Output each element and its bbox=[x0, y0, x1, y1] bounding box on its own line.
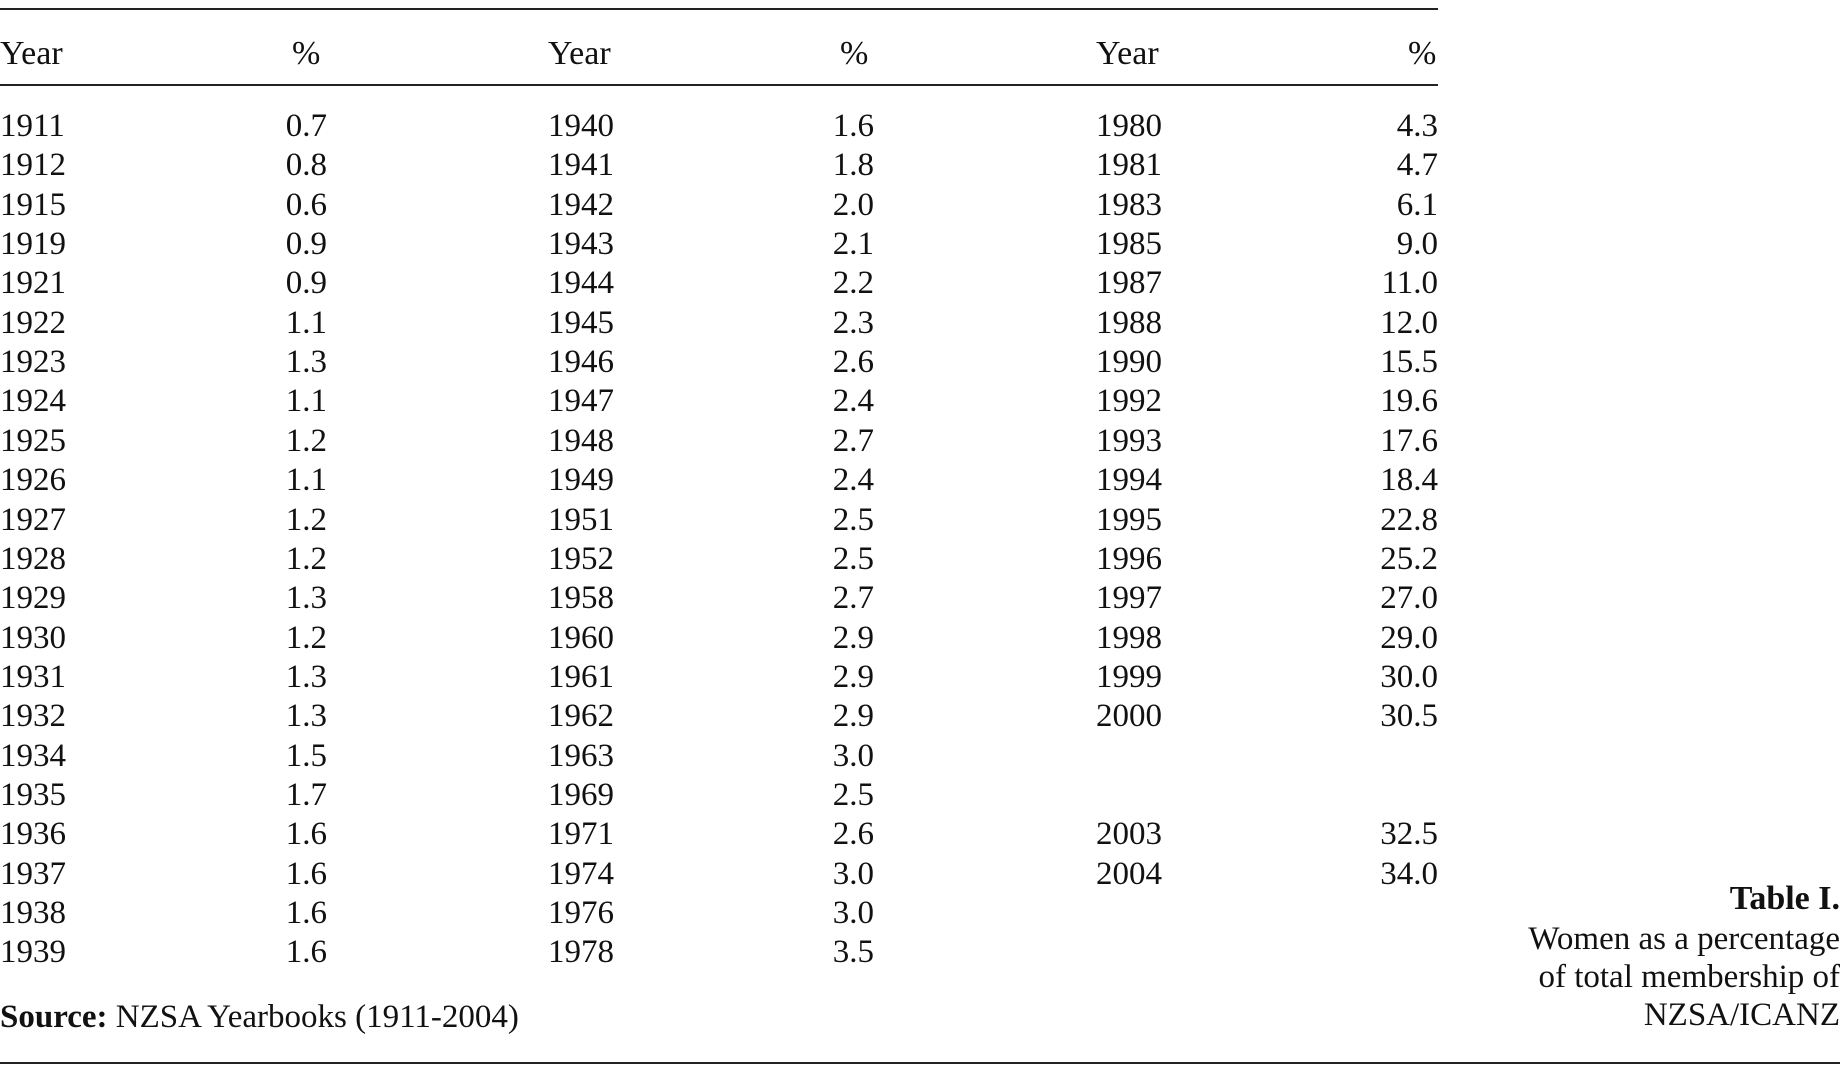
percent-cell: 2.9 bbox=[832, 659, 874, 695]
year-cell: 1946 bbox=[548, 344, 614, 380]
percent-cell: 11.0 bbox=[1381, 265, 1438, 301]
percent-cell: 2.1 bbox=[832, 226, 874, 262]
year-cell: 1922 bbox=[0, 305, 66, 341]
percent-cell: 6.1 bbox=[1396, 187, 1438, 223]
year-cell: 1939 bbox=[0, 934, 66, 970]
year-cell: 1923 bbox=[0, 344, 66, 380]
percent-cell: 1.2 bbox=[285, 502, 327, 538]
percent-cell: 1.6 bbox=[285, 895, 327, 931]
year-cell: 1921 bbox=[0, 265, 66, 301]
year-cell: 1915 bbox=[0, 187, 66, 223]
year-cell: 1962 bbox=[548, 698, 614, 734]
year-cell: 1940 bbox=[548, 108, 614, 144]
year-cell: 1942 bbox=[548, 187, 614, 223]
year-cell: 1941 bbox=[548, 147, 614, 183]
column-header-year: Year bbox=[1096, 35, 1159, 72]
percent-cell: 1.1 bbox=[285, 383, 327, 419]
year-cell: 1928 bbox=[0, 541, 66, 577]
source-label: Source: bbox=[0, 999, 108, 1035]
year-cell: 1958 bbox=[548, 580, 614, 616]
year-cell: 1987 bbox=[1096, 265, 1162, 301]
percent-cell: 30.5 bbox=[1380, 698, 1438, 734]
percent-cell: 1.1 bbox=[285, 462, 327, 498]
percent-cell: 3.0 bbox=[832, 856, 874, 892]
year-cell: 1995 bbox=[1096, 502, 1162, 538]
percent-cell: 25.2 bbox=[1380, 541, 1438, 577]
column-header-percent: % bbox=[1408, 35, 1437, 72]
percent-cell: 12.0 bbox=[1380, 305, 1438, 341]
year-cell: 1936 bbox=[0, 816, 66, 852]
percent-cell: 0.8 bbox=[285, 147, 327, 183]
percent-cell: 2.2 bbox=[832, 265, 874, 301]
percent-cell: 9.0 bbox=[1396, 226, 1438, 262]
percent-cell: 1.1 bbox=[285, 305, 327, 341]
year-cell: 1985 bbox=[1096, 226, 1162, 262]
percent-cell: 27.0 bbox=[1380, 580, 1438, 616]
year-cell: 1931 bbox=[0, 659, 66, 695]
year-cell: 1925 bbox=[0, 423, 66, 459]
percent-cell: 3.0 bbox=[832, 738, 874, 774]
year-cell: 1997 bbox=[1096, 580, 1162, 616]
year-cell: 1998 bbox=[1096, 620, 1162, 656]
year-cell: 1935 bbox=[0, 777, 66, 813]
year-cell: 1952 bbox=[548, 541, 614, 577]
table-top-rule bbox=[0, 8, 1438, 10]
percent-cell: 19.6 bbox=[1380, 383, 1438, 419]
year-cell: 1988 bbox=[1096, 305, 1162, 341]
column-header-year: Year bbox=[0, 35, 63, 72]
percent-cell: 1.6 bbox=[832, 108, 874, 144]
year-cell: 1951 bbox=[548, 502, 614, 538]
year-cell: 1993 bbox=[1096, 423, 1162, 459]
column-header-percent: % bbox=[840, 35, 869, 72]
percent-cell: 1.2 bbox=[285, 541, 327, 577]
year-cell: 1992 bbox=[1096, 383, 1162, 419]
table-caption bbox=[1440, 880, 1840, 1034]
year-cell: 1944 bbox=[548, 265, 614, 301]
percent-cell: 2.6 bbox=[832, 816, 874, 852]
column-header-year: Year bbox=[548, 35, 611, 72]
year-cell: 1943 bbox=[548, 226, 614, 262]
year-cell: 1937 bbox=[0, 856, 66, 892]
percent-cell: 0.7 bbox=[285, 108, 327, 144]
source-text: NZSA Yearbooks (1911-2004) bbox=[107, 999, 519, 1035]
percent-cell: 1.3 bbox=[285, 344, 327, 380]
percent-cell: 1.6 bbox=[285, 934, 327, 970]
percent-cell: 2.0 bbox=[832, 187, 874, 223]
percent-cell: 1.2 bbox=[285, 423, 327, 459]
year-cell: 1919 bbox=[0, 226, 66, 262]
percent-cell: 1.3 bbox=[285, 580, 327, 616]
year-cell: 1945 bbox=[548, 305, 614, 341]
year-cell: 1996 bbox=[1096, 541, 1162, 577]
year-cell: 1932 bbox=[0, 698, 66, 734]
caption-line: Women as a percentage bbox=[1528, 921, 1840, 957]
percent-cell: 1.2 bbox=[285, 620, 327, 656]
percent-cell: 1.8 bbox=[832, 147, 874, 183]
year-cell: 1960 bbox=[548, 620, 614, 656]
year-cell: 1927 bbox=[0, 502, 66, 538]
percent-cell: 34.0 bbox=[1380, 856, 1438, 892]
year-cell: 1963 bbox=[548, 738, 614, 774]
year-cell: 1961 bbox=[548, 659, 614, 695]
year-cell: 1978 bbox=[548, 934, 614, 970]
year-cell: 1934 bbox=[0, 738, 66, 774]
percent-cell: 2.9 bbox=[832, 698, 874, 734]
table-bottom-rule bbox=[0, 1062, 1840, 1064]
year-cell: 1983 bbox=[1096, 187, 1162, 223]
percent-cell: 1.7 bbox=[285, 777, 327, 813]
percent-cell: 1.6 bbox=[285, 856, 327, 892]
percent-cell: 29.0 bbox=[1380, 620, 1438, 656]
year-cell: 1912 bbox=[0, 147, 66, 183]
year-cell: 1930 bbox=[0, 620, 66, 656]
year-cell: 1924 bbox=[0, 383, 66, 419]
percent-cell: 0.9 bbox=[285, 265, 327, 301]
percent-cell: 0.6 bbox=[285, 187, 327, 223]
percent-cell: 1.6 bbox=[285, 816, 327, 852]
year-cell: 1969 bbox=[548, 777, 614, 813]
year-cell: 1994 bbox=[1096, 462, 1162, 498]
percent-cell: 2.5 bbox=[832, 502, 874, 538]
header-bottom-rule bbox=[0, 84, 1438, 86]
year-cell: 2004 bbox=[1096, 856, 1162, 892]
percent-cell: 2.5 bbox=[832, 541, 874, 577]
caption-line: of total membership of bbox=[1538, 959, 1840, 995]
percent-cell: 30.0 bbox=[1380, 659, 1438, 695]
percent-cell: 4.7 bbox=[1396, 147, 1438, 183]
caption-title: Table I. bbox=[1729, 880, 1840, 917]
percent-cell: 2.6 bbox=[832, 344, 874, 380]
year-cell: 1938 bbox=[0, 895, 66, 931]
year-cell: 1911 bbox=[0, 108, 65, 144]
year-cell: 1976 bbox=[548, 895, 614, 931]
year-cell: 1999 bbox=[1096, 659, 1162, 695]
percent-cell: 2.5 bbox=[832, 777, 874, 813]
percent-cell: 18.4 bbox=[1380, 462, 1438, 498]
year-cell: 1980 bbox=[1096, 108, 1162, 144]
year-cell: 1926 bbox=[0, 462, 66, 498]
year-cell: 2003 bbox=[1096, 816, 1162, 852]
percent-cell: 22.8 bbox=[1380, 502, 1438, 538]
percent-cell: 1.3 bbox=[285, 698, 327, 734]
percent-cell: 15.5 bbox=[1380, 344, 1438, 380]
year-cell: 2000 bbox=[1096, 698, 1162, 734]
percent-cell: 3.5 bbox=[832, 934, 874, 970]
year-cell: 1981 bbox=[1096, 147, 1162, 183]
year-cell: 1990 bbox=[1096, 344, 1162, 380]
percent-cell: 2.3 bbox=[832, 305, 874, 341]
percent-cell: 2.7 bbox=[832, 580, 874, 616]
percent-cell: 2.7 bbox=[832, 423, 874, 459]
year-cell: 1947 bbox=[548, 383, 614, 419]
year-cell: 1949 bbox=[548, 462, 614, 498]
caption-line: NZSA/ICANZ bbox=[1643, 997, 1840, 1033]
percent-cell: 1.5 bbox=[285, 738, 327, 774]
percent-cell: 32.5 bbox=[1380, 816, 1438, 852]
year-cell: 1948 bbox=[548, 423, 614, 459]
percent-cell: 1.3 bbox=[285, 659, 327, 695]
year-cell: 1974 bbox=[548, 856, 614, 892]
column-header-percent: % bbox=[292, 35, 321, 72]
percent-cell: 2.9 bbox=[832, 620, 874, 656]
percent-cell: 17.6 bbox=[1380, 423, 1438, 459]
year-cell: 1971 bbox=[548, 816, 614, 852]
percent-cell: 2.4 bbox=[832, 383, 874, 419]
year-cell: 1929 bbox=[0, 580, 66, 616]
percent-cell: 4.3 bbox=[1396, 108, 1438, 144]
percent-cell: 3.0 bbox=[832, 895, 874, 931]
percent-cell: 0.9 bbox=[285, 226, 327, 262]
source-note bbox=[0, 997, 519, 1037]
percent-cell: 2.4 bbox=[832, 462, 874, 498]
